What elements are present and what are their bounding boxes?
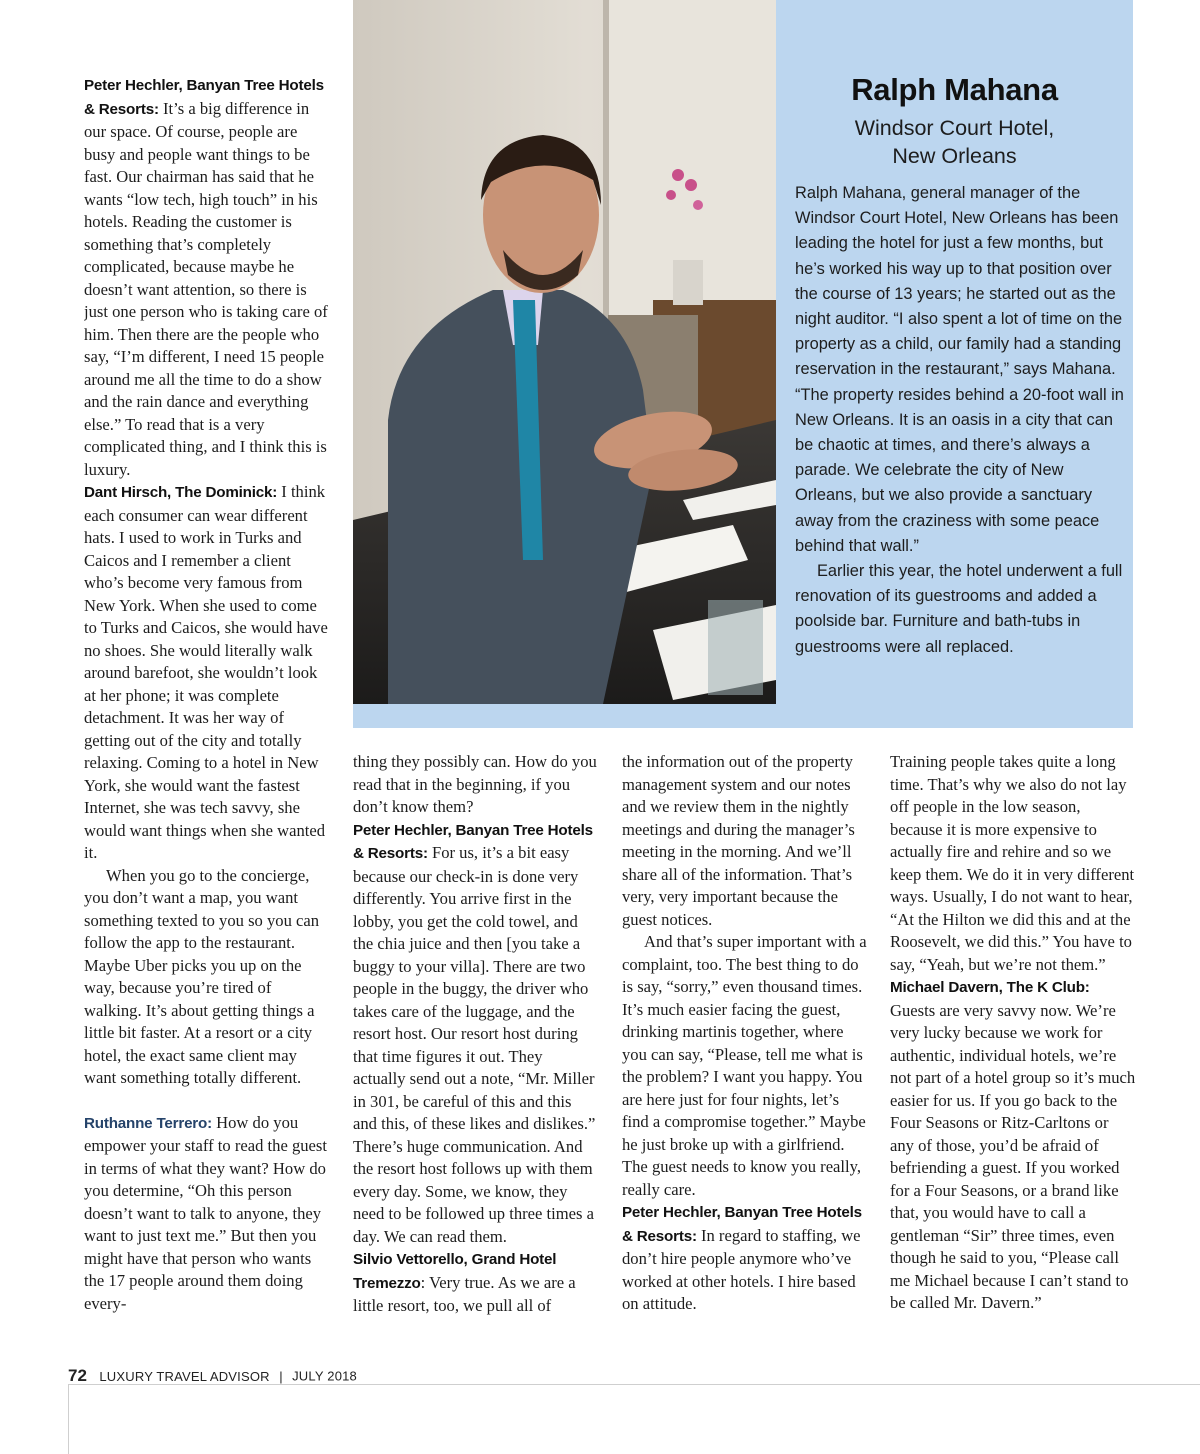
speaker-name: Peter Hechler, Banyan Tree Hotels & Resorts: bbox=[622, 1204, 862, 1245]
issue-date: JULY 2018 bbox=[292, 1368, 357, 1384]
speaker-name: Peter Hechler, Banyan Tree Hotels & Resorts: bbox=[353, 821, 593, 862]
paragraph bbox=[622, 1201, 868, 1316]
sidebar-hotel-line: Windsor Court Hotel, bbox=[854, 116, 1055, 140]
paragraph-text: Guests are very savvy now. We’re very lucky because we work for authentic, individual hotels, we’re not part of a hotel group so it’s much easier for us. If you go back to the Four Seasons or Ritz-Carltons or any of those, you’d be afraid of befriending a guest. If you worked for a Four Seasons, or a brand like that, you would have to call a gentleman “Sir” three times, even though he said to you, “Please call me Michael because I can’t stand to be called Mr. Davern.” bbox=[890, 1000, 1136, 1312]
paragraph-text: I think each consumer can wear different hats. I used to work in Turks and Caicos and I remember a client who’s become very famous from New York. When she used to come to Turks and Caicos, she would have no shoes. She would literally walk around barefoot, she wouldn’t look at her phone; it was complete detachment. It was her way of getting out of the city and totally relaxing. Coming to a hotel in New York, she would want the fastest Internet, she was tech savvy, she would want things when she wanted it. bbox=[84, 482, 328, 862]
sidebar-body bbox=[795, 181, 1125, 660]
page-number: 72 bbox=[68, 1366, 87, 1385]
speaker-name: Peter Hechler, Banyan Tree Hotels & Resorts: bbox=[84, 77, 324, 118]
paragraph bbox=[84, 481, 332, 865]
sidebar-name: Ralph Mahana bbox=[851, 72, 1058, 107]
photo-illustration bbox=[353, 0, 776, 704]
paragraph bbox=[353, 1248, 599, 1318]
paragraph bbox=[890, 976, 1136, 1315]
speaker-name: Silvio Vettorello, Grand Hotel Tremezzo bbox=[353, 1251, 557, 1292]
paragraph: And that’s super important with a complaint, too. The best thing to do is say, “sorry,” even thousand times. It’s much easier facing the guest, drinking martinis together, where you can say, “Please, tell me what is the problem? I want you happy. You are here just for four nights, let’s find a compromise together.” Maybe he just broke up with a girlfriend. The guest needs to know you really, really care. bbox=[622, 932, 867, 1199]
interviewer-name: Ruthanne Terrero: bbox=[84, 1114, 212, 1132]
speaker-name: Dant Hirsch, The Dominick: bbox=[84, 484, 278, 501]
paragraph-text: For us, it’s a bit easy because our check-in is done very differently. You arrive first in the lobby, you get the cold towel, and the chia juice and then [you take a buggy to your villa]. There are two people in the buggy, the driver who takes care of the luggage, and the resort host. Our resort host during that time figures it out. They actually send out a note, “Mr. Miller in 301, be careful of this and this and this, of these likes and dislikes.” There’s huge communication. And the resort host follows up with them every day. Some, we know, they need to be followed up three times a day. We can read them. bbox=[353, 843, 596, 1246]
speaker-name: Michael Davern, The K Club: bbox=[890, 979, 1090, 996]
paragraph-text: In regard to staffing, we don’t hire people anymore who’ve worked at other hotels. I hire based on attitude. bbox=[622, 1225, 861, 1313]
sidebar-hotel bbox=[776, 114, 1133, 170]
paragraph: Training people takes quite a long time. That’s why we also do not lay off people in the low season, because it is more expensive to actually fire and rehire and so we keep them. We do it in very different ways. Usually, I do not want to hear, “At the Hilton we did this and at the Roosevelt, we did this.” You have to say, “Yeah, but we’re not them.” bbox=[890, 752, 1135, 974]
paragraph-text: : Very true. As we are a little resort, too, we pull all of bbox=[353, 1272, 576, 1315]
article-column-4 bbox=[890, 751, 1136, 1363]
paragraph bbox=[84, 74, 332, 481]
sidebar-paragraph: Ralph Mahana, general manager of the Windsor Court Hotel, New Orleans has been leading the hotel for just a few months, but he’s worked his way up to that position over the course of 13 years; he started out as the night auditor. “I also spent a lot of time on the property as a child, our family had a standing reservation in the restaurant,” says Mahana. “The property resides behind a 20-foot wall in New Orleans. It is an oasis in a city that can be chaotic at times, and there’s always a parade. We celebrate the city of New Orleans, but we also provide a sanctuary away from the craziness with some peace behind that wall.” bbox=[795, 184, 1124, 555]
paragraph bbox=[84, 1112, 332, 1316]
page-footer bbox=[68, 1366, 357, 1390]
paragraph-text: How do you empower your staff to read the guest in terms of what they want? How do you determine, “Oh this person doesn’t want to talk to anyone, they want to just text me.” But then you might have that person who wants the 17 people around them doing every- bbox=[84, 1112, 327, 1313]
sidebar-paragraph: Earlier this year, the hotel underwent a full renovation of its guestrooms and added a poolside bar. Furniture and bath-tubs in guestrooms were all replaced. bbox=[795, 562, 1123, 656]
paragraph: the information out of the property management system and our notes and we review them in the nightly meetings and during the manager’s meeting in the morning. And we’ll share all of the information. That’s very, very important because the guest notices. bbox=[622, 752, 855, 929]
article-column-2 bbox=[353, 751, 599, 1363]
paragraph bbox=[353, 819, 599, 1249]
paragraph: thing they possibly can. How do you read that in the beginning, if you don’t know them? bbox=[353, 752, 597, 816]
publication-name: LUXURY TRAVEL ADVISOR bbox=[99, 1368, 270, 1384]
article-column-3 bbox=[622, 751, 868, 1363]
paragraph: When you go to the concierge, you don’t want a map, you want something texted to you so you can follow the app to the restaurant. Maybe Uber picks you up on the way, because you’re tired of walking. It’s about getting things a little bit faster. At a resort or a city hotel, the exact same client may want something totally different. bbox=[84, 865, 320, 1087]
sidebar-extension bbox=[353, 704, 776, 728]
profile-sidebar bbox=[776, 0, 1133, 728]
paragraph-text: It’s a big difference in our space. Of course, people are busy and people want things to be fast. Our chairman has said that he wants “low tech, high touch” in his hotels. Reading the customer is something that’s completely complicated, because maybe he doesn’t want attention, so there is just one person who is taking care of him. Then there are the people who say, “I’m different, I need 15 people around me all the time to do a show and the rain dance and everything else.” To read that is a very complicated thing, and I think this is luxury. bbox=[84, 98, 328, 479]
footer-vertical-rule bbox=[68, 1384, 69, 1454]
article-photo bbox=[353, 0, 776, 704]
sidebar-hotel-line: New Orleans bbox=[892, 144, 1017, 168]
footer-separator: | bbox=[279, 1368, 283, 1384]
article-column-1 bbox=[84, 74, 332, 1364]
